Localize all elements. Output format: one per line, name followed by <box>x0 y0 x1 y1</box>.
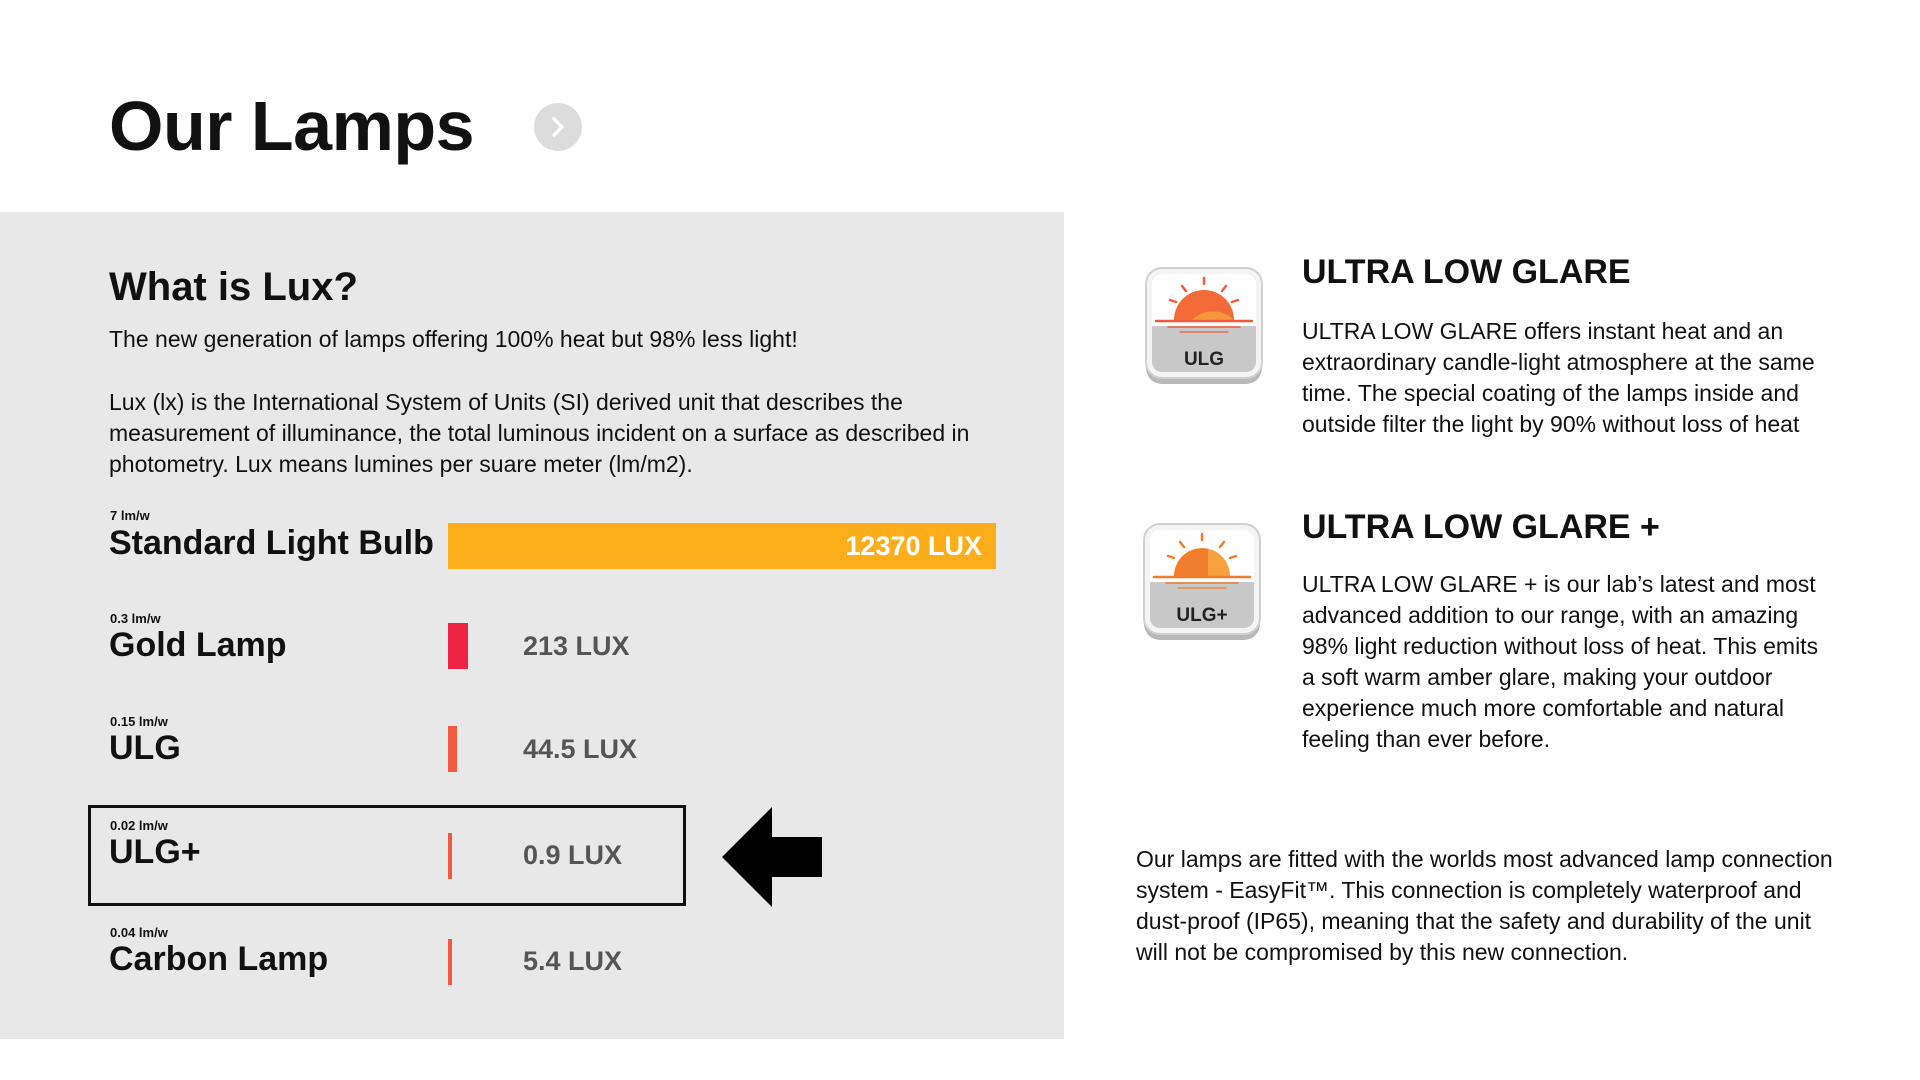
easyfit-text: Our lamps are fitted with the worlds most advanced lamp connection system - EasyFit™. This connection is completely waterproof and dust-proof (IP65), meaning that the safety and durability of the unit will not be compromised by this new connection. <box>1136 846 1833 965</box>
efficiency-label: 0.15 lm/w <box>110 714 168 729</box>
next-button[interactable] <box>534 103 582 151</box>
lux-bar <box>448 726 457 772</box>
feature-title: ULTRA LOW GLARE + <box>1302 508 1660 546</box>
lux-intro: The new generation of lamps offering 100% heat but 98% less light! <box>109 326 798 352</box>
lamp-name: Standard Light Bulb <box>109 524 434 562</box>
feature-text: ULTRA LOW GLARE + is our lab’s latest and most advanced addition to our range, with an amazing 98% light reduction without loss of heat. This emits a soft warm amber glare, making your outdoor experience much more comfortable and natural feeling than ever before. <box>1302 571 1819 752</box>
lux-value-label: 12370 LUX <box>845 530 982 561</box>
efficiency-label: 0.02 lm/w <box>110 818 168 833</box>
lamp-name: Carbon Lamp <box>109 940 329 978</box>
lux-value-label: 5.4 LUX <box>523 946 623 976</box>
lux-value-label: 44.5 LUX <box>523 734 638 764</box>
efficiency-label: 7 lm/w <box>110 508 150 523</box>
lux-bar <box>448 623 468 669</box>
highlight-box <box>88 805 686 906</box>
feature-text: ULTRA LOW GLARE offers instant heat and an extraordinary candle-light atmosphere at the same time. The special coating of the lamps inside and outside filter the light by 90% without loss of heat <box>1302 318 1815 437</box>
arrow-left-icon <box>722 807 822 907</box>
efficiency-label: 0.3 lm/w <box>110 611 161 626</box>
lux-value-label: 0.9 LUX <box>523 840 623 870</box>
efficiency-label: 0.04 lm/w <box>110 925 168 940</box>
lux-description: Lux (lx) is the International System of Units (SI) derived unit that describes the measurement of illuminance, the total luminous incident on a surface as described in photometry. Lux means lumines per suare meter (lm/m2). <box>109 389 970 477</box>
feature-title: ULTRA LOW GLARE <box>1302 253 1631 291</box>
lamp-name: Gold Lamp <box>109 626 287 664</box>
chevron-right-icon <box>547 116 569 138</box>
lux-value-label: 213 LUX <box>523 631 630 661</box>
lux-bar <box>448 939 452 985</box>
lux-bar <box>448 523 996 569</box>
badge-label: ULG+ <box>1176 605 1228 626</box>
lamp-name: ULG+ <box>109 833 201 871</box>
lamp-name: ULG <box>109 729 181 767</box>
badge-label: ULG <box>1183 349 1225 370</box>
page-title: Our Lamps <box>109 87 475 165</box>
lux-heading: What is Lux? <box>109 265 358 309</box>
